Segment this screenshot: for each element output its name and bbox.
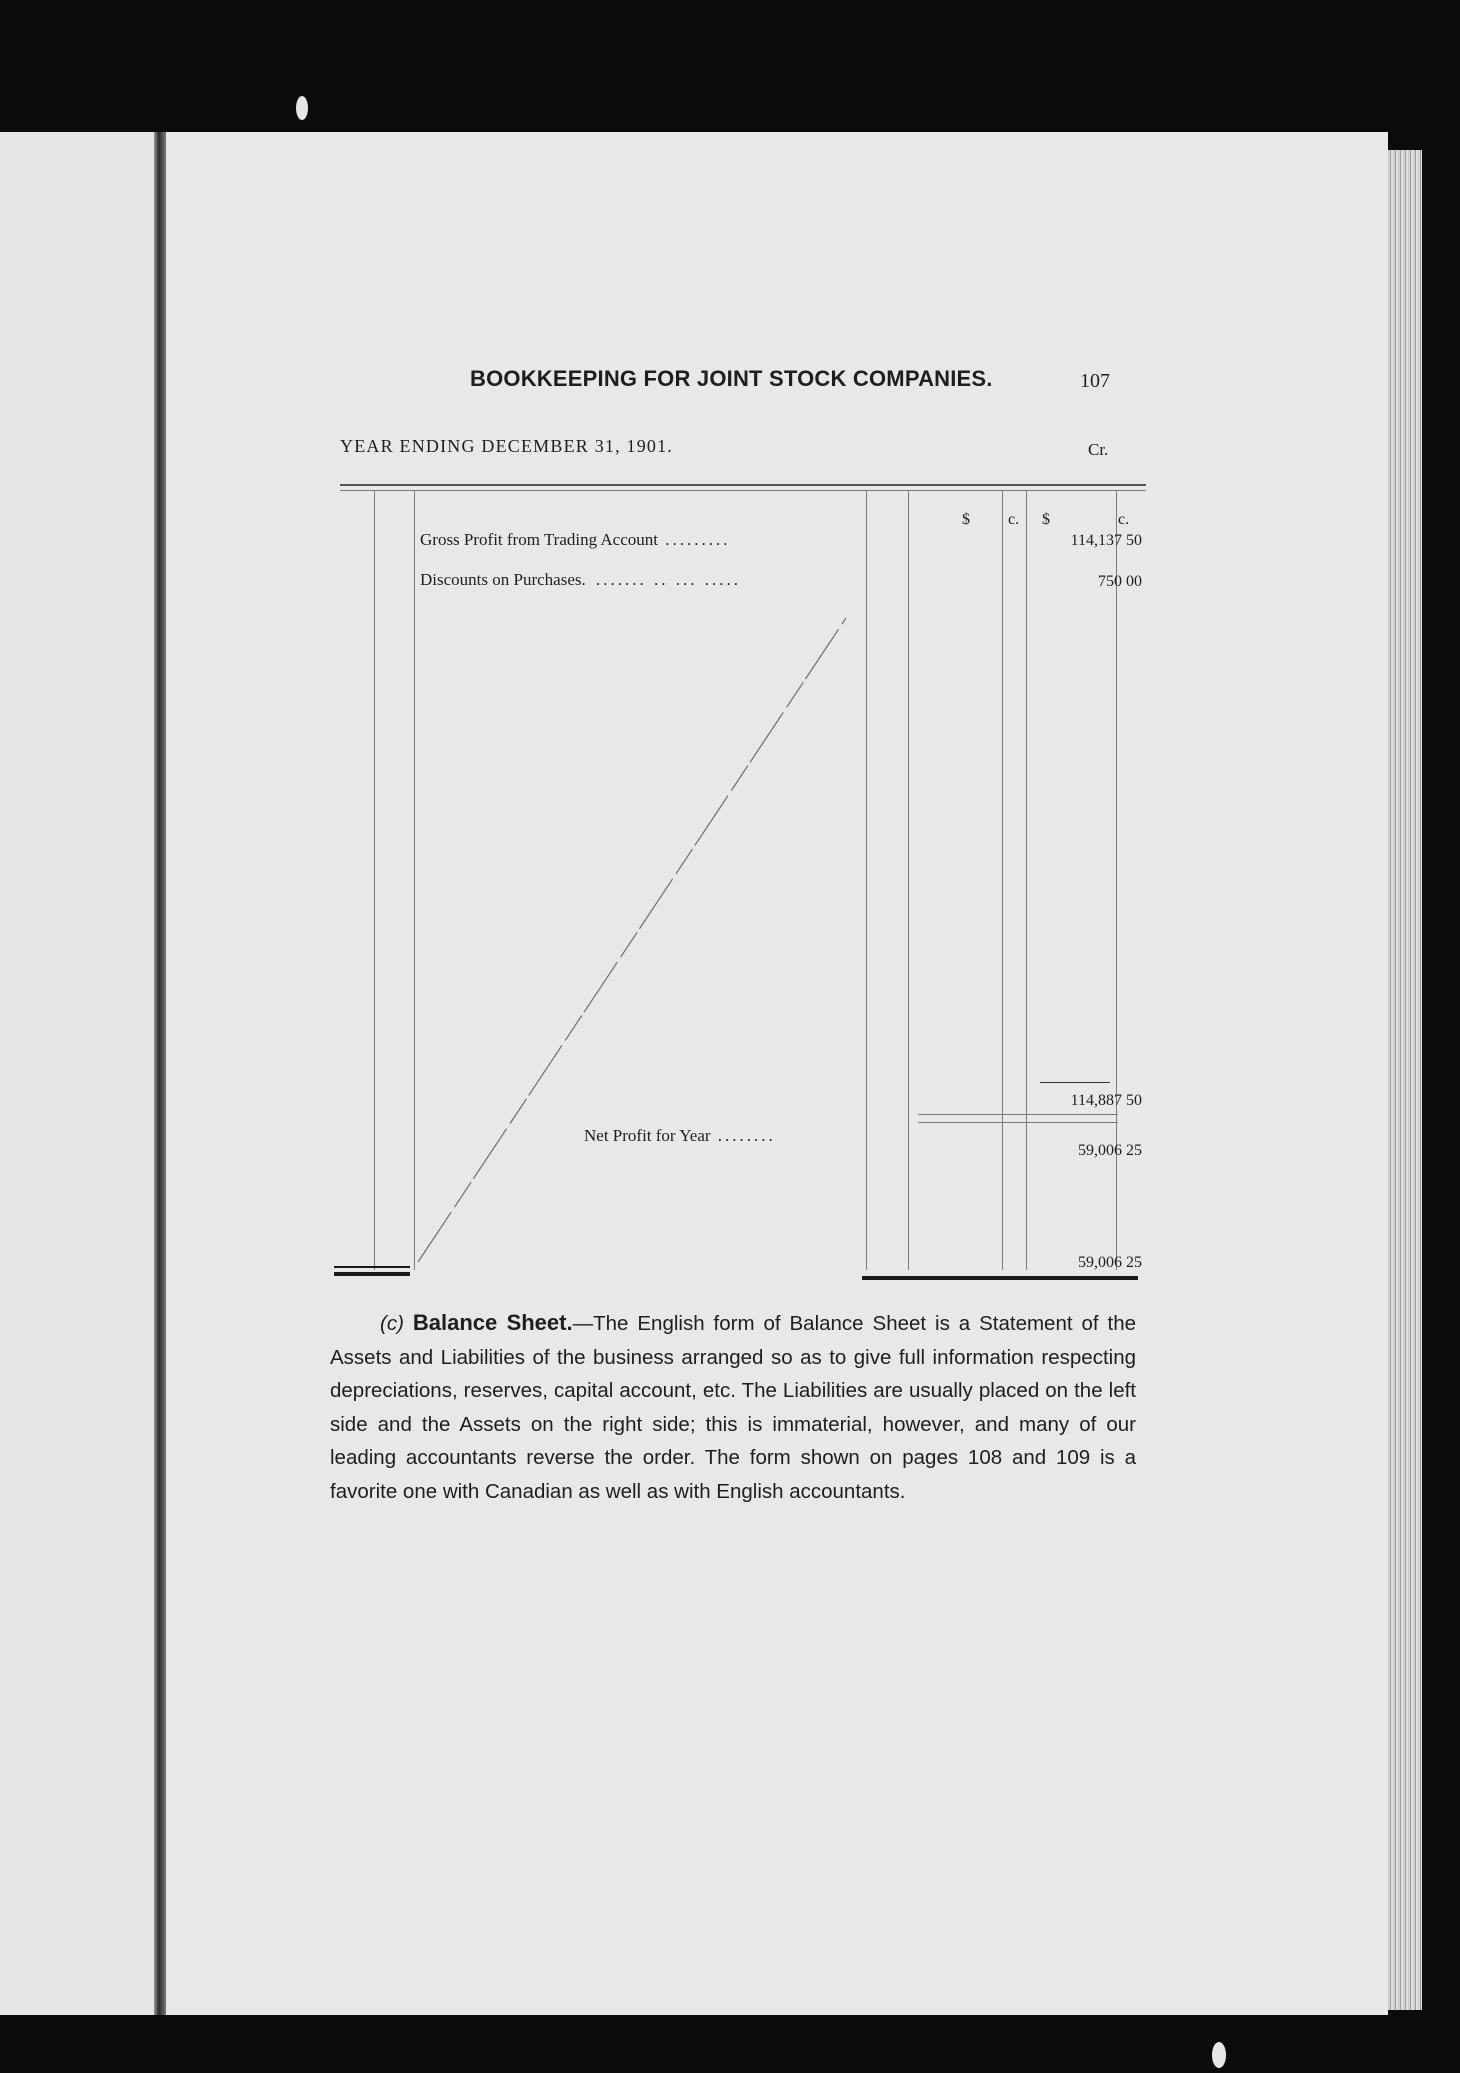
subtotal-under-rule-2	[918, 1122, 1118, 1123]
running-head: BOOKKEEPING FOR JOINT STOCK COMPANIES.	[470, 366, 993, 391]
credit-label: Cr.	[1088, 440, 1109, 459]
total-amount: 59,006 25	[1078, 1254, 1142, 1271]
outer-cents-header: c.	[1118, 511, 1130, 528]
page-number: 107	[1080, 370, 1110, 392]
left-closing-rule-heavy	[334, 1272, 410, 1276]
paragraph-text: —The English form of Balance Sheet is a Statement of the Assets and Liabilities of the business arranged so as to give full information respecting depreciations, reserves, capital account, etc. The Liabilities are usually placed on the left side and the Assets on the right side; this is immaterial, however, and many of our leading accountants reverse the order. The form shown on pages 108 and 109 is a favorite one with Canadian as well as with English accountants.	[330, 1312, 1137, 1503]
entry-label: Net Profit for Year	[584, 1126, 711, 1145]
left-closing-rule	[334, 1266, 410, 1268]
outer-dollar-header: $	[1042, 511, 1050, 528]
inner-cents-header: c.	[1008, 511, 1020, 528]
entry-amount: 750 00	[1098, 573, 1142, 590]
subtotal-amount: 114,887 50	[1070, 1092, 1142, 1109]
ledger-entry	[420, 570, 741, 590]
entry-label: Discounts on Purchases	[420, 570, 582, 589]
subtotal-rule	[1040, 1082, 1110, 1083]
period-heading: YEAR ENDING DECEMBER 31, 1901.	[340, 436, 673, 456]
leader-dots: ........	[710, 1126, 776, 1145]
subtotal-under-rule	[918, 1114, 1118, 1115]
ledger-entry	[420, 530, 731, 550]
section-label: (c)	[380, 1312, 404, 1335]
leader-dots: .........	[658, 530, 731, 549]
body-paragraph	[330, 1306, 1136, 1508]
ledger-entry	[584, 1126, 776, 1146]
entry-label: Gross Profit from Trading Account	[420, 530, 658, 549]
entry-amount: 114,137 50	[1070, 532, 1142, 549]
section-heading: Balance Sheet.	[412, 1310, 573, 1335]
total-double-rule	[862, 1276, 1138, 1280]
inner-dollar-header: $	[962, 511, 970, 528]
leader-dots: . ....... .. ... .....	[581, 570, 741, 589]
net-profit-amount: 59,006 25	[1078, 1142, 1142, 1159]
